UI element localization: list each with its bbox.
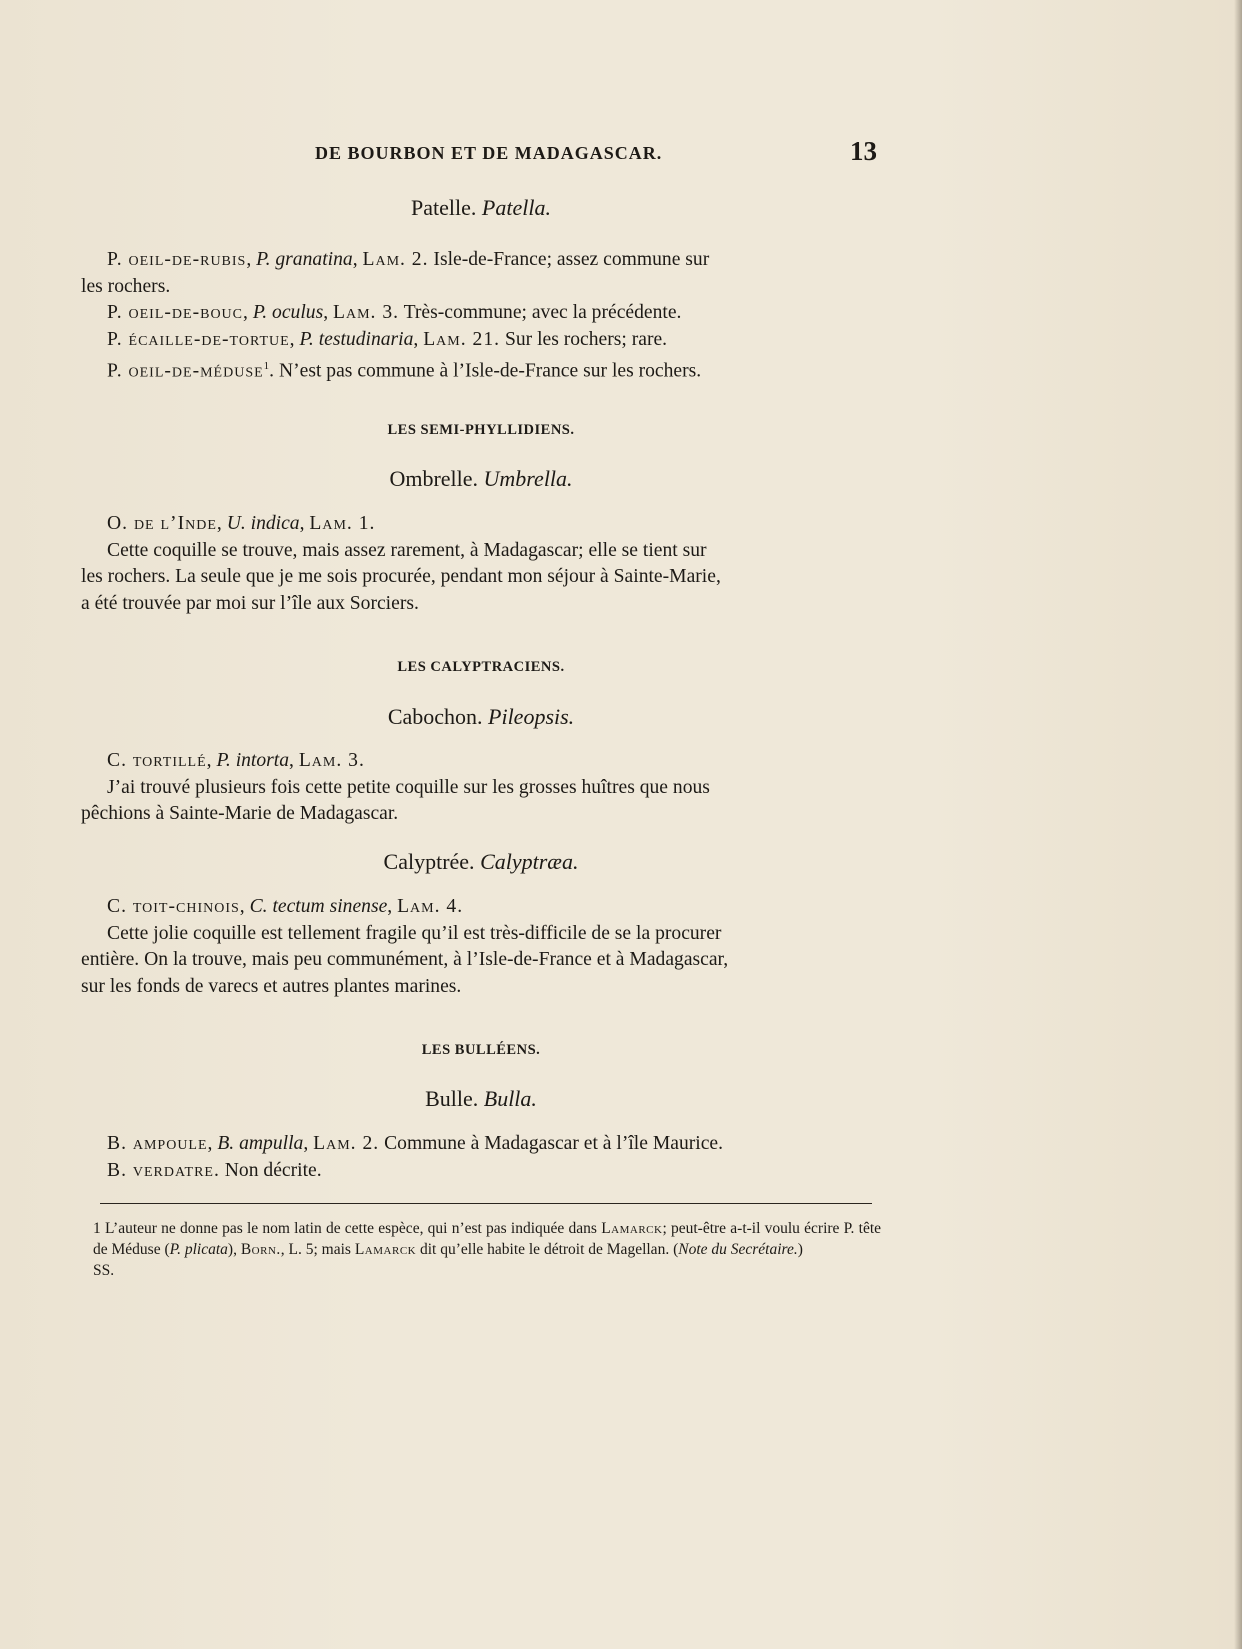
patella-entries — [81, 247, 881, 385]
family-heading: LES CALYPTRACIENS. — [397, 659, 565, 675]
footnote-rule — [100, 1203, 872, 1204]
family-heading: LES SEMI-PHYLLIDIENS. — [387, 422, 575, 438]
species-entry: P. oeil-de-méduse$^1$. N’est pas commune à l’Isle-de-France sur les rochers. — [107, 360, 702, 382]
species-entry: B. verdatre. Non décrite. — [107, 1159, 322, 1181]
genus-heading-patella: Patelle. Patella. — [411, 195, 551, 220]
species-entry: B. ampoule, B. ampulla, Lam. 2. Commune à Madagascar et à l’île Maurice. — [107, 1133, 724, 1154]
page-edge-shadow — [1234, 0, 1242, 1649]
footnote — [81, 1218, 881, 1281]
species-entry: O. de l’Inde, U. indica, Lam. 1. — [107, 513, 376, 534]
description-line: les rochers. La seule que je me sois procurée, pendant mon séjour à Sainte-Marie, — [81, 566, 721, 587]
description-line: J’ai trouvé plusieurs fois cette petite coquille sur les grosses huîtres que nous — [107, 776, 710, 798]
species-entry: P. oeil-de-rubis, P. granatina, Lam. 2. Isle-de-France; assez commune sur — [107, 249, 710, 270]
umbrella-entry — [81, 511, 881, 617]
footnote-text: 1 L’auteur ne donne pas le nom latin de cette espèce, qui n’est pas indiquée dans Lamarck; peut-être a-t-il voulu écrire P. tête de Méduse (P. plicata), Born., L. 5; mais Lamarck dit qu’elle habite le détroit de Magellan. (Note du Secrétaire.) — [93, 1220, 882, 1258]
genus-heading-umbrella: Ombrelle. Umbrella. — [389, 466, 573, 491]
description-line: pêchions à Sainte-Marie de Madagascar. — [81, 803, 399, 824]
description-line: sur les fonds de varecs et autres plantes marines. — [81, 975, 462, 997]
description-line: Cette coquille se trouve, mais assez rarement, à Madagascar; elle se tient sur — [107, 539, 707, 561]
genus-heading-bulla: Bulle. Bulla. — [425, 1086, 537, 1111]
footnote-signature: SS. — [93, 1262, 115, 1279]
page-number: 13 — [850, 136, 877, 166]
running-head: DE BOURBON ET DE MADAGASCAR. — [315, 143, 663, 163]
species-entry: C. toit-chinois, C. tectum sinense, Lam. 4. — [107, 896, 464, 917]
family-heading: LES BULLÉENS. — [421, 1042, 541, 1058]
calyptraea-entry — [81, 894, 881, 1000]
bulla-entries — [81, 1131, 881, 1184]
description-line: Cette jolie coquille est tellement fragile qu’il est très-difficile de se la procurer — [107, 922, 722, 944]
footnote-ref: 1 — [263, 360, 270, 372]
species-entry-continuation: les rochers. — [81, 275, 171, 297]
pileopsis-entry — [81, 748, 881, 828]
genus-heading-pileopsis: Cabochon. Pileopsis. — [387, 704, 575, 729]
genus-heading-calyptraea: Calyptrée. Calyptræa. — [383, 849, 579, 874]
species-entry: C. tortillé, P. intorta, Lam. 3. — [107, 750, 365, 771]
description-line: a été trouvée par moi sur l’île aux Sorciers. — [81, 592, 419, 614]
species-entry: P. écaille-de-tortue, P. testudinaria, Lam. 21. Sur les rochers; rare. — [107, 328, 668, 350]
description-line: entière. On la trouve, mais peu communément, à l’Isle-de-France et à Madagascar, — [81, 949, 729, 970]
species-entry: P. oeil-de-bouc, P. oculus, Lam. 3. Très-commune; avec la précédente. — [107, 302, 682, 323]
